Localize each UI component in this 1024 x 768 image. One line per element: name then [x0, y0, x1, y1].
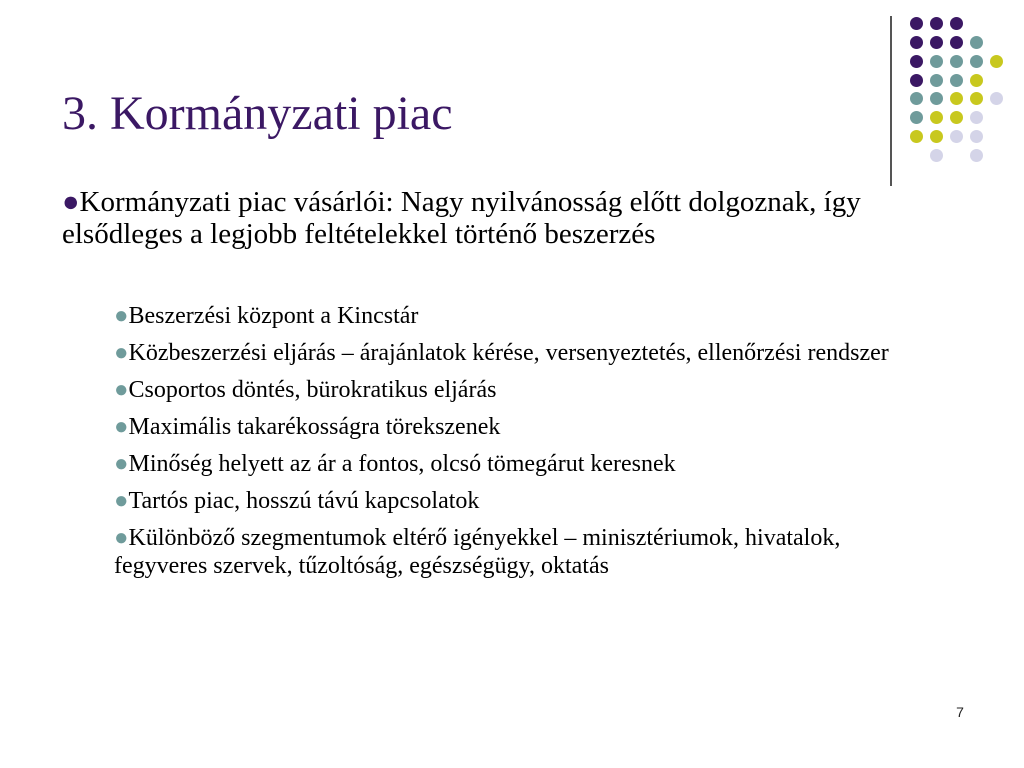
decorative-dot	[930, 17, 943, 30]
decorative-dot	[910, 36, 923, 49]
slide-title: 3. Kormányzati piac	[62, 87, 453, 140]
bullet-dot-icon: ●	[114, 488, 129, 514]
decorative-dot	[930, 149, 943, 162]
sub-bullet	[114, 487, 934, 515]
decorative-dot	[930, 74, 943, 87]
decorative-dot	[970, 74, 983, 87]
sub-bullet-text: Tartós piac, hosszú távú kapcsolatok	[128, 488, 480, 514]
bullet-dot-icon: ●	[62, 186, 80, 218]
decorative-dot	[930, 111, 943, 124]
decorative-dot	[990, 92, 1003, 105]
sub-bullet-text: Közbeszerzési eljárás – árajánlatok kérése, versenyeztetés, ellenőrzési rendszer	[128, 340, 889, 366]
main-bullet-text: Kormányzati piac vásárlói: Nagy nyilvánosság előtt dolgoznak, így elsődleges a legjobb feltételekkel történő beszerzés	[62, 186, 861, 250]
decorative-dot	[910, 130, 923, 143]
decorative-dot	[910, 111, 923, 124]
vertical-divider	[890, 16, 892, 186]
decorative-dot	[910, 55, 923, 68]
page-number: 7	[956, 704, 964, 720]
sub-bullet-text: Beszerzési központ a Kincstár	[128, 303, 419, 329]
decorative-dot	[950, 17, 963, 30]
bullet-dot-icon: ●	[114, 414, 129, 440]
bullet-dot-icon: ●	[114, 451, 129, 477]
decorative-dot	[950, 55, 963, 68]
bullet-dot-icon: ●	[114, 303, 129, 329]
decorative-dot	[970, 130, 983, 143]
decorative-dot	[970, 55, 983, 68]
sub-bullet	[114, 413, 934, 441]
decorative-dot	[950, 36, 963, 49]
sub-bullet-text: Minőség helyett az ár a fontos, olcsó tömegárut keresnek	[128, 451, 676, 477]
decorative-dot	[930, 130, 943, 143]
sub-bullet	[114, 524, 934, 580]
bullet-dot-icon: ●	[114, 377, 129, 403]
main-bullet	[62, 186, 922, 250]
sub-bullet-list	[114, 302, 934, 589]
decorative-dot	[970, 92, 983, 105]
decorative-dot	[930, 36, 943, 49]
decorative-dot	[970, 149, 983, 162]
sub-bullet	[114, 302, 934, 330]
decorative-dot	[910, 74, 923, 87]
sub-bullet-text: Maximális takarékosságra törekszenek	[128, 414, 501, 440]
sub-bullet	[114, 450, 934, 478]
decorative-dot	[910, 92, 923, 105]
decorative-dot	[970, 111, 983, 124]
sub-bullet	[114, 376, 934, 404]
decorative-dot	[950, 130, 963, 143]
bullet-dot-icon: ●	[114, 525, 129, 551]
decorative-dot	[930, 92, 943, 105]
decorative-dot	[950, 74, 963, 87]
decorative-dot	[950, 92, 963, 105]
decorative-dot	[970, 36, 983, 49]
bullet-dot-icon: ●	[114, 340, 129, 366]
decorative-dot	[950, 111, 963, 124]
decorative-dot	[930, 55, 943, 68]
decorative-dot	[910, 17, 923, 30]
sub-bullet-text: Különböző szegmentumok eltérő igényekkel – minisztériumok, hivatalok, fegyveres szervek, tűzoltóság, egészségügy, oktatás	[114, 525, 841, 579]
decorative-dot	[990, 55, 1003, 68]
sub-bullet	[114, 339, 934, 367]
sub-bullet-text: Csoportos döntés, bürokratikus eljárás	[128, 377, 497, 403]
